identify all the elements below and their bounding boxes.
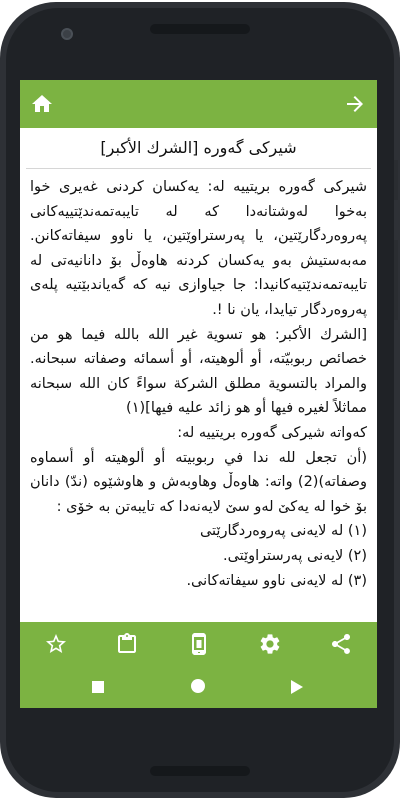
paragraph: (٣) لە لایەنی ناوو سیفاتەکانی. <box>186 572 367 589</box>
bottom-toolbar <box>20 622 377 666</box>
paragraph: (١) لە لایەنی پەروەردگارێتی <box>199 523 367 540</box>
paragraph: (٢) لایەنی پەرستراوێتی. <box>222 547 367 564</box>
bottom-speaker <box>150 766 250 776</box>
system-nav-bar <box>20 666 377 708</box>
clipboard-icon[interactable] <box>115 632 139 656</box>
top-speaker <box>150 24 250 34</box>
gear-icon[interactable] <box>258 632 282 656</box>
play-icon[interactable] <box>291 680 303 694</box>
home-icon[interactable] <box>30 92 54 116</box>
article-content[interactable] <box>20 128 377 622</box>
paragraph: کەواتە شیرکی گەورە بریتییە لە: <box>177 424 367 441</box>
paragraph: (أن تجعل لله ندا في ربوبيته أو ألوهيته أو أسماوه وصفاته)(2) واتە: هاوەڵ وهاوبەش و هاوشێوە (ندّ) دانان بۆ خوا لە یەکێ لەو سێ لایەنەدا کە تایبەتن بە خۆی : <box>30 449 367 515</box>
app-bar <box>20 80 377 128</box>
square-icon[interactable] <box>92 681 104 693</box>
paragraph: شیرکی گەورە بریتییە لە: یەکسان کردنی غەیری خوا بەخوا لەوشتانەدا کە لە تایبەتمەندێتییەکانی پەروەردگارێتین، یا پەرستراوێتین، یا ناوو سیفاتەکانن. مەبەستیش بەو یەکسان کردنە هاوەڵ بۆ دانانیەتی لە تایبەتمەندێتیەکانیدا: جا جیاوازی نیە کە گەیاندبێتیە پلەی پەروەردگار تیایدا، یان نا !. <box>30 179 367 318</box>
phone-icon[interactable] <box>187 632 211 656</box>
arrow-right-icon[interactable] <box>343 92 367 116</box>
front-camera <box>61 28 73 40</box>
paragraph: [الشرك الأكبر: هو تسوية غير الله بالله فيما هو من خصائص ربوبيّته، أو ألوهيته، أو أسمائه وصفاته سبحانه. والمراد بالتسوية مطلق الشركة سواءً كان الله سبحانه مماثلاً لغيره فيها أو هو زائد عليه فيها](١) <box>30 326 367 417</box>
article-body <box>20 169 377 593</box>
screen <box>20 80 377 708</box>
article-title: شیرکی گەورە [الشرك الأكبر] <box>26 128 371 169</box>
circle-icon[interactable] <box>191 679 205 693</box>
volume-button <box>394 240 398 320</box>
star-icon[interactable] <box>44 632 68 656</box>
share-icon[interactable] <box>329 632 353 656</box>
power-button <box>394 160 398 200</box>
